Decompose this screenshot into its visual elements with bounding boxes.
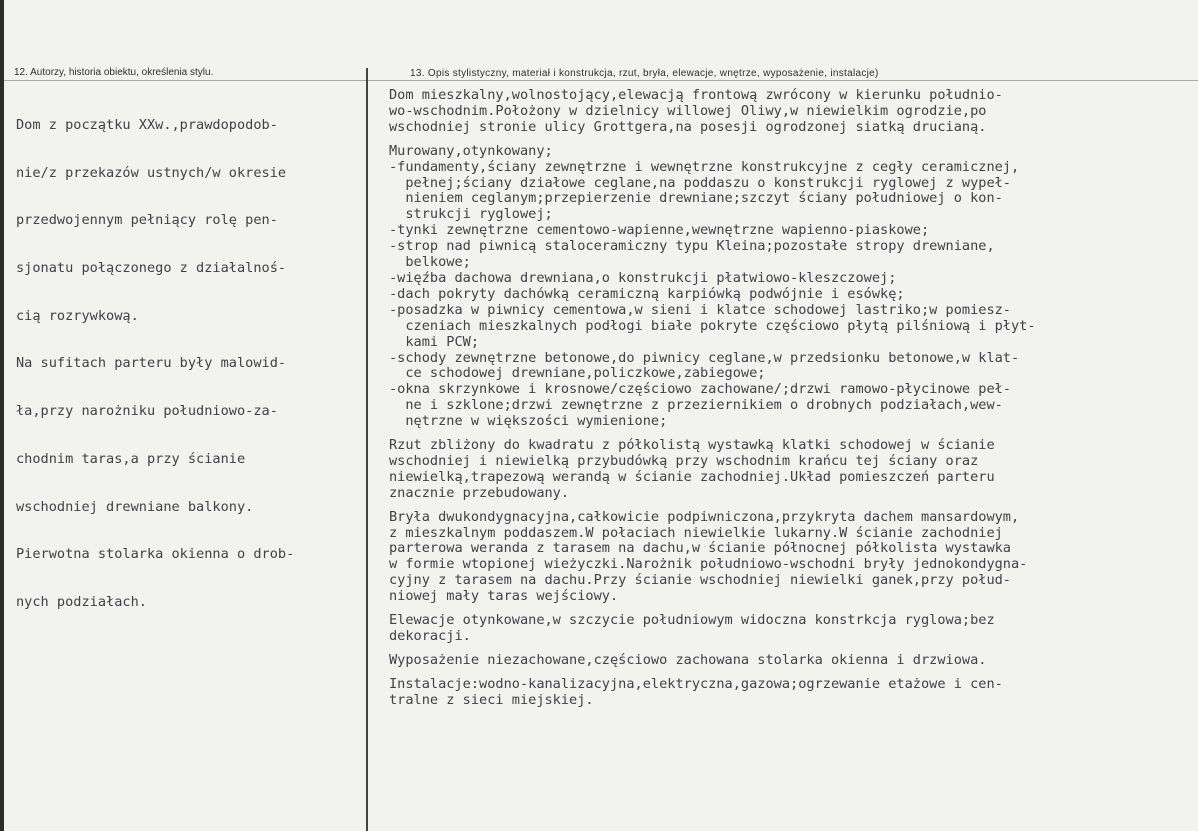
plan-paragraph <box>389 438 1036 502</box>
text-line: Dom z początku XXw.,prawdopodob- <box>16 116 278 133</box>
text-line: czeniach mieszkalnych podłogi białe pokryte częściowo płytą pilśniową i płyt- <box>389 317 1036 334</box>
section-12-header: 12. Autorzy, historia obiektu, określenia stylu. <box>14 67 214 78</box>
text-line: Na sufitach parteru były malowid- <box>16 355 287 372</box>
section-13-header: 13. Opis stylistyczny, materiał i konstrukcja, rzut, bryła, elewacje, wnętrze, wyposażenie, instalacje) <box>410 68 879 79</box>
description-text <box>389 88 1036 709</box>
column-divider <box>366 68 368 831</box>
text-line: -dach pokryty dachówką ceramiczną karpiówką podwójnie i esówkę; <box>389 285 905 302</box>
text-line: Rzut zbliżony do kwadratu z półkolistą wystawką klatki schodowej w ścianie <box>389 437 995 454</box>
text-line: z mieszkalnym poddaszem.W połaciach niewielkie lukarny.W ścianie zachodniej <box>389 524 1003 541</box>
text-line: Pierwotna stolarka okienna o drob- <box>16 546 295 563</box>
card-edge <box>0 0 4 831</box>
text-line: Instalacje:wodno-kanalizacyjna,elektryczna,gazowa;ogrzewanie etażowe i cen- <box>389 675 1003 692</box>
text-line: -tynki zewnętrzne cementowo-wapienne,wewnętrzne wapienno-piaskowe; <box>389 222 930 239</box>
text-line: parterowa weranda z tarasem na dachu,w ścianie północnej półkolista wystawka <box>389 540 1011 557</box>
text-line: Bryła dwukondygnacyjna,całkowicie podpiwniczona,przykryta dachem mansardowym, <box>389 508 1020 525</box>
text-line: niowej mały taras wejściowy. <box>389 588 619 605</box>
text-line: dekoracji. <box>389 628 471 644</box>
text-line: Murowany,otynkowany; <box>389 142 553 159</box>
installations-paragraph <box>389 677 1036 709</box>
text-line: nie/z przekazów ustnych/w okresie <box>16 164 287 181</box>
construction-paragraph <box>389 144 1036 430</box>
header-divider <box>4 80 1198 81</box>
text-line: Wyposażenie niezachowane,częściowo zachowana stolarka okienna i drzwiowa. <box>389 651 987 668</box>
text-line: strukcji ryglowej; <box>389 206 553 223</box>
furnishings-paragraph <box>389 653 1036 669</box>
text-line: wschodniej i niewielką przybudówką przy wschodnim krańcu tej ściany oraz <box>389 452 979 469</box>
text-line: Elewacje otynkowane,w szczycie południowym widoczna konstrkcja ryglowa;bez <box>389 612 995 629</box>
text-line: przedwojennym pełniący rolę pen- <box>16 212 278 229</box>
text-line: belkowe; <box>389 254 471 271</box>
text-line: niewielką,trapezową werandą w ścianie zachodniej.Układ pomieszczeń parteru <box>389 468 995 485</box>
text-line: pełnej;ściany działowe ceglane,na poddaszu o konstrukcji ryglowej z wypeł- <box>389 174 1011 191</box>
text-line: -schody zewnętrzne betonowe,do piwnicy ceglane,w przedsionku betonowe,w klat- <box>389 349 1020 366</box>
text-line: nych podziałach. <box>16 594 147 610</box>
text-line: w formie wtopionej wieżyczki.Narożnik południowo-wschodni bryły jednokondygna- <box>389 556 1028 573</box>
text-line: kami PCW; <box>389 333 480 350</box>
text-line: ła,przy narożniku południowo-za- <box>16 403 278 420</box>
text-line: Dom mieszkalny,wolnostojący,elewacją frontową zwrócony w kierunku południo- <box>389 87 1003 103</box>
text-line: nieniem ceglanym;przepierzenie drewniane;szczyt ściany południowej o kon- <box>389 190 1003 207</box>
location-paragraph <box>389 88 1036 136</box>
massing-paragraph <box>389 510 1036 605</box>
text-line: znacznie przebudowany. <box>389 484 570 501</box>
text-line: wschodniej stronie ulicy Grottgera,na posesji ogrodzonej siatką drucianą. <box>389 118 987 135</box>
text-line: -strop nad piwnicą staloceramiczny typu Kleina;pozostałe stropy drewniane, <box>389 238 995 255</box>
elevations-paragraph <box>389 613 1036 645</box>
text-line: wo-wschodnim.Położony w dzielnicy willowej Oliwy,w niewielkim ogrodzie,po <box>389 102 987 119</box>
text-line: sjonatu połączonego z działalnoś- <box>16 259 287 276</box>
text-line: cyjny z tarasem na dachu.Przy ścianie wschodniej niewielki ganek,przy połud- <box>389 572 1011 589</box>
text-line: wschodniej drewniane balkony. <box>16 498 254 515</box>
authors-history-text <box>16 86 294 643</box>
text-line: -fundamenty,ściany zewnętrzne i wewnętrzne konstrukcyjne z cegły ceramicznej, <box>389 158 1020 175</box>
text-line: ce schodowej drewniane,policzkowe,zabiegowe; <box>389 365 766 382</box>
text-line: -okna skrzynkowe i krosnowe/częściowo zachowane/;drzwi ramowo-płycinowe peł- <box>389 381 1011 398</box>
text-line: ne i szklone;drzwi zewnętrzne z przeziernikiem o drobnych podziałach,wew- <box>389 397 1003 414</box>
text-line: -posadzka w piwnicy cementowa,w sieni i klatce schodowej lastriko;w pomiesz- <box>389 301 1011 318</box>
text-line: tralne z sieci miejskiej. <box>389 691 594 708</box>
text-line: nętrzne w większości wymienione; <box>389 413 668 430</box>
text-line: -więźba dachowa drewniana,o konstrukcji płatwiowo-kleszczowej; <box>389 269 897 286</box>
text-line: cią rozrywkową. <box>16 307 139 324</box>
text-line: chodnim taras,a przy ścianie <box>16 450 246 467</box>
